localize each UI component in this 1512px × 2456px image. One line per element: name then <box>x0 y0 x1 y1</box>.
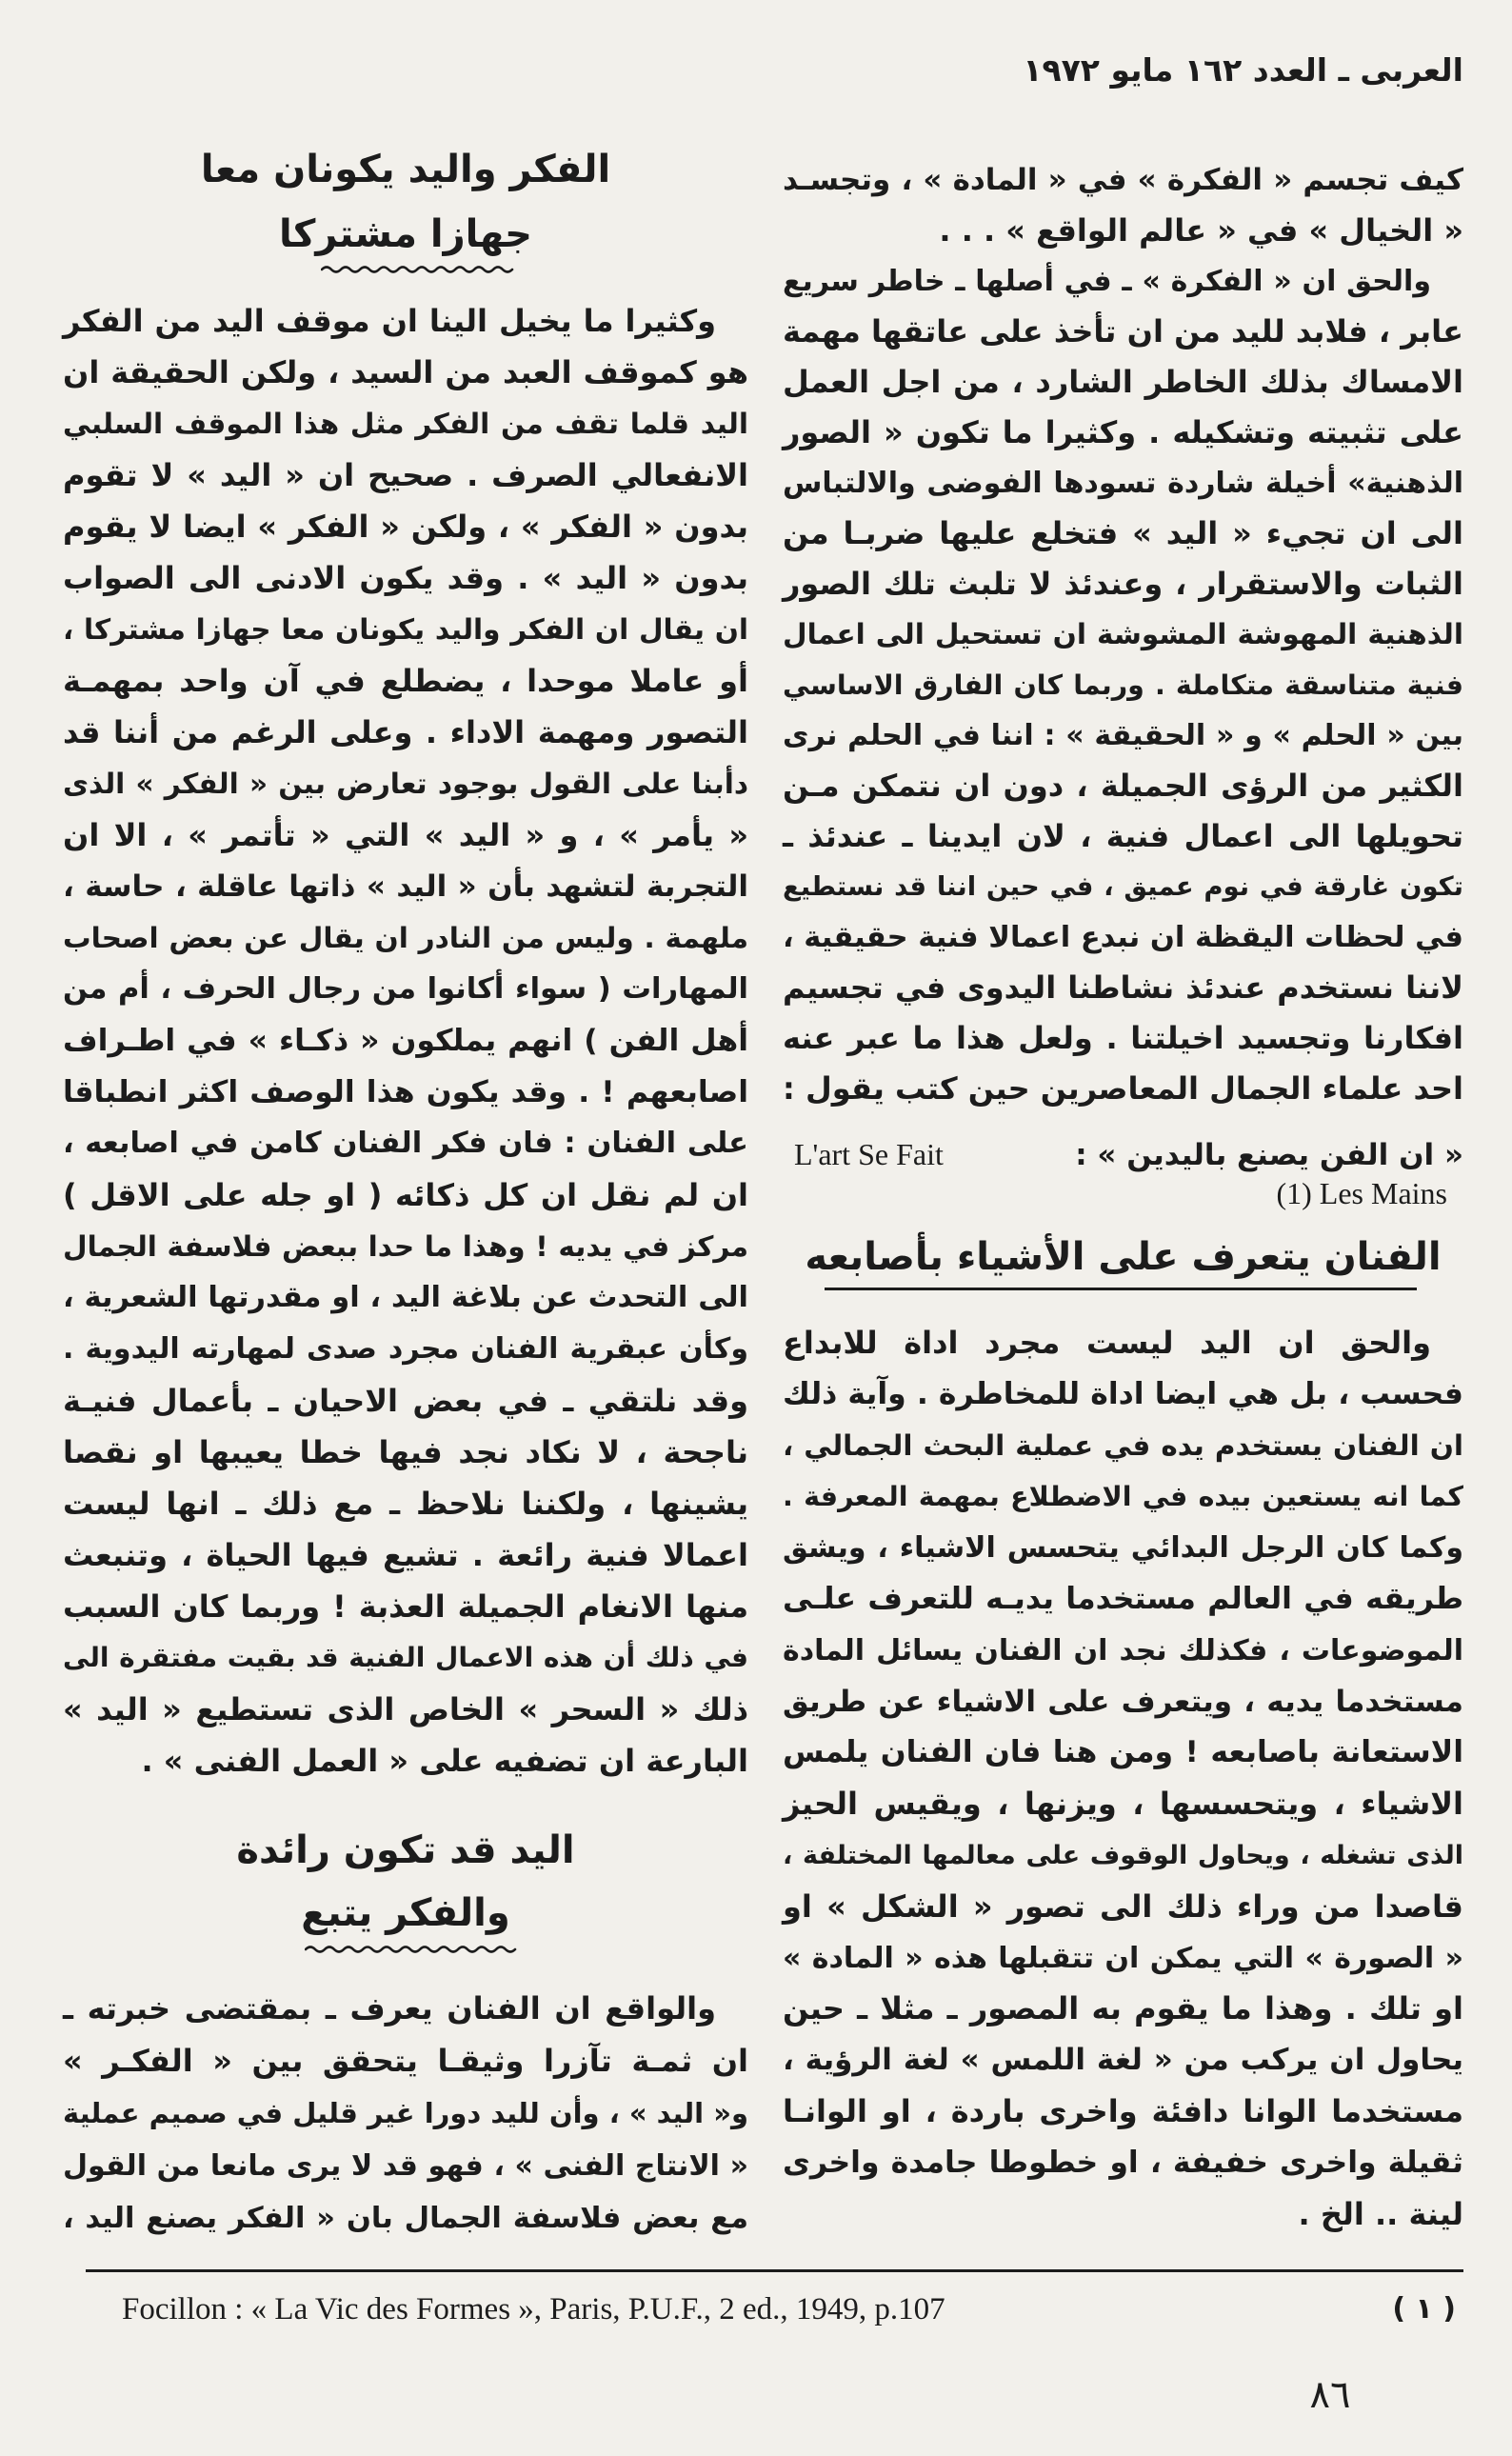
text-line: الذى تشغله ، ويحاول الوقوف على معالمها المختلفة ، <box>783 1840 1463 1870</box>
text-line: هو كموقف العبد من السيد ، ولكن الحقيقة ان <box>63 354 748 390</box>
text-line: في ذلك أن هذه الاعمال الفنية قد بقيت مفتقرة الى <box>63 1642 748 1673</box>
text-line: احد علماء الجمال المعاصرين حين كتب يقول : <box>783 1070 1463 1107</box>
section-heading <box>63 1819 748 1945</box>
running-header: العربى ـ العدد ١٦٢ مايو ١٩٧٢ <box>1023 51 1463 89</box>
right-column-intro <box>783 155 1463 1114</box>
wave-stroke <box>322 268 512 272</box>
left-column-section-1 <box>63 295 748 1787</box>
text-line: على الفنان : فان فكر الفنان كامن في اصابعه ، <box>63 1127 748 1160</box>
text-line: ان يقال ان الفكر واليد يكونان معا جهازا مشتركا ، <box>63 613 748 646</box>
text-line: او تلك . وهذا ما يقوم به المصور ـ مثلا ـ حين <box>783 1990 1463 2027</box>
text-line: البارعة ان تضفيه على « العمل الفنى » . <box>141 1743 748 1779</box>
text-line: أو عاملا موحدا ، يضطلع في آن واحد بمهمـة <box>63 663 748 699</box>
text-line: كيف تجسم « الفكرة » في « المادة » ، وتجسـد <box>783 163 1463 197</box>
text-line: « الصورة » التي يمكن ان تتقبلها هذه « المادة » <box>783 1941 1463 1975</box>
text-line: وكما كان الرجل البدائي يتحسس الاشياء ، ويشق <box>783 1531 1463 1566</box>
page-number: ٨٦ <box>1309 2373 1351 2417</box>
text-line: أهل الفن ) انهم يملكون « ذكـاء » في اطـراف <box>63 1024 748 1058</box>
text-line: والواقع ان الفنان يعرف ـ بمقتضى خبرته ـ <box>63 1990 716 2027</box>
heading-line: جهازا مشتركا <box>279 212 532 256</box>
text-line: التصور ومهمة الاداء . وعلى الرغم من أننا قد <box>63 714 748 750</box>
left-column-section-2 <box>63 1983 748 2245</box>
text-line: فحسب ، بل هي ايضا اداة للمخاطرة . وآية ذلك <box>783 1376 1463 1411</box>
text-line: اليد قلما تقف من الفكر مثل هذا الموقف السلبي <box>63 408 748 440</box>
quote-french-continued: (1) Les Mains <box>1276 1176 1447 1210</box>
text-line: لاننا نستخدم عندئذ نشاطنا اليدوى في تجسيم <box>783 969 1463 1006</box>
footnote-marker: ( ١ ) <box>1392 2292 1456 2326</box>
footnote-citation: Focillon : « La Vic des Formes », Paris, P.U.F., 2 ed., 1949, p.107 <box>122 2292 945 2326</box>
text-line: ان لم نقل ان كل ذكائه ( او جله على الاقل ) <box>63 1177 748 1213</box>
text-line: الذهنية المهوشة المشوشة ان تستحيل الى اعمال <box>783 618 1463 650</box>
text-line: الاشياء ، ويتحسسها ، ويزنها ، ويقيس الحيز <box>783 1786 1463 1823</box>
section-heading <box>63 137 748 267</box>
heading-line: الفكر واليد يكونان معا <box>200 148 611 191</box>
text-line: الثبات والاستقرار ، وعندئذ لا تلبث تلك الصور <box>783 566 1463 602</box>
text-line: فنية متناسقة متكاملة . وربما كان الفارق الاساسي <box>783 669 1463 701</box>
text-line: تكون غارقة في نوم عميق ، في حين اننا قد نستطيع <box>783 871 1463 902</box>
text-line: يحاول ان يركب من « لغة اللمس » لغة الرؤية ، <box>783 2043 1463 2078</box>
text-line: التجربة لتشهد بأن « اليد » ذاتها عاقلة ، حاسة ، <box>63 869 748 904</box>
right-column-section <box>783 1318 1463 2240</box>
text-line: « يأمر » ، و « اليد » التي « تأتمر » ، الا ان <box>63 817 748 853</box>
text-line: الاستعانة باصابعه ! ومن هنا فان الفنان يلمس <box>783 1735 1463 1770</box>
text-line: ان ثمـة تآزرا وثيقـا يتحقق بين « الفكـر » <box>63 2043 748 2079</box>
text-line: اصابعهم ! . وقد يكون هذا الوصف اكثر انطباقا <box>63 1075 748 1109</box>
text-line: لينة .. الخ . <box>1298 2195 1463 2232</box>
wave-divider <box>305 1941 518 1958</box>
text-line: الى ان تجيء « اليد » فتخلع عليها ضربـا من <box>783 515 1463 551</box>
text-line: دأبنا على القول بوجود تعارض بين « الفكر » الذى <box>63 768 748 800</box>
text-line: وكثيرا ما يخيل الينا ان موقف اليد من الفكر <box>63 303 716 339</box>
heading-underline <box>825 1288 1417 1290</box>
text-line: كما انه يستعين بيده في الاضطلاع بمهمة المعرفة . <box>783 1481 1463 1513</box>
text-line: « الانتاج الفنى » ، فهو قد لا يرى مانعا من القول <box>63 2149 748 2183</box>
text-line: الى التحدث عن بلاغة اليد ، او مقدرتها الشعرية ، <box>63 1281 748 1314</box>
text-line: يشينها ، ولكننا نلاحظ ـ مع ذلك ـ انها ليست <box>63 1486 748 1522</box>
heading-line: والفكر يتبع <box>301 1891 510 1935</box>
text-line: قاصدا من وراء ذلك الى تصور « الشكل » او <box>783 1887 1463 1925</box>
footnote-rule <box>86 2269 1463 2272</box>
text-line: وكأن عبقرية الفنان مجرد صدى لمهارته اليدوية . <box>63 1332 748 1366</box>
text-line: مستخدما الوانا دافئة واخرى باردة ، او الوانـا <box>783 2092 1463 2129</box>
text-line: بين « الحلم » و « الحقيقة » : اننا في الحلم نرى <box>783 719 1463 752</box>
quote-arabic: « ان الفن يصنع باليدين » : <box>1075 1138 1463 1172</box>
text-line: تحويلها الى اعمال فنية ، لان ايدينا ـ عندئذ ـ <box>783 818 1463 854</box>
text-line: بدون « الفكر » ، ولكن « الفكر » ايضا لا يقوم <box>63 509 748 545</box>
text-line: الانفعالي الصرف . صحيح ان « اليد » لا تقوم <box>63 457 748 493</box>
text-line: طريقه في العالم مستخدما يديـه للتعرف علـى <box>783 1581 1463 1616</box>
text-line: و« اليد » ، وأن لليد دورا غير قليل في صميم عملية <box>63 2097 748 2129</box>
text-line: مع بعض فلاسفة الجمال بان « الفكر يصنع اليد ، <box>63 2202 748 2235</box>
text-line: المهارات ( سواء أكانوا من رجال الحرف ، أم من <box>63 972 748 1006</box>
text-line: بدون « اليد » . وقد يكون الادنى الى الصواب <box>63 560 748 596</box>
text-line: ملهمة . وليس من النادر ان يقال عن بعض اصحاب <box>63 922 748 954</box>
text-line: مركز في يديه ! وهذا ما حدا ببعض فلاسفة الجمال <box>63 1230 748 1263</box>
text-line: والحق ان « الفكرة » ـ في أصلها ـ خاطر سريع <box>783 265 1431 298</box>
text-line: في لحظات اليقظة ان نبدع اعمالا فنية حقيقية ، <box>783 921 1463 954</box>
text-line: الموضوعات ، فكذلك نجد ان الفنان يسائل المادة <box>783 1633 1463 1667</box>
text-line: الامساك بذلك الخاطر الشارد ، من اجل العمل <box>783 364 1463 400</box>
text-line: ان الفنان يستخدم يده في عملية البحث الجمالي ، <box>783 1428 1463 1462</box>
text-line: على تثبيته وتشكيله . وكثيرا ما تكون « الصور <box>783 414 1463 450</box>
text-line: ذلك « السحر » الخاص الذى تستطيع « اليد » <box>63 1691 748 1727</box>
text-line: الذهنية» أخيلة شاردة تسودها الفوضى والالتباس <box>783 467 1463 500</box>
text-line: والحق ان اليد ليست مجرد اداة للابداع <box>783 1325 1431 1361</box>
text-line: منها الانغام الجميلة العذبة ! وربما كان السبب <box>63 1588 748 1625</box>
text-line: افكارنا وتجسيد اخيلتنا . ولعل هذا ما عبر عنه <box>783 1020 1463 1056</box>
text-line: ثقيلة واخرى خفيفة ، او خطوطا جامدة واخرى <box>783 2145 1463 2180</box>
heading-line: اليد قد تكون رائدة <box>236 1828 575 1872</box>
text-line: مستخدما يديه ، ويتعرف على الاشياء عن طريق <box>783 1684 1463 1719</box>
wave-divider <box>321 261 517 278</box>
quote-french: L'art Se Fait <box>794 1137 944 1171</box>
wave-stroke <box>306 1947 515 1952</box>
text-line: « الخيال » في « عالم الواقع » . . . <box>939 212 1463 249</box>
text-line: اعمالا فنية رائعة . تشيع فيها الحياة ، وتنبعث <box>63 1537 748 1573</box>
text-line: الكثير من الرؤى الجميلة ، دون ان نتمكن مـن <box>783 768 1463 804</box>
text-line: وقد نلتقي ـ في بعض الاحيان ـ بأعمال فنيـة <box>63 1383 748 1419</box>
section-heading: الفنان يتعرف على الأشياء بأصابعه <box>805 1235 1442 1279</box>
text-line: ناجحة ، لا نكاد نجد فيها خطا يعيبها او نقصا <box>63 1434 748 1470</box>
text-line: عابر ، فلابد لليد من ان تأخذ على عاتقها مهمة <box>783 313 1463 349</box>
